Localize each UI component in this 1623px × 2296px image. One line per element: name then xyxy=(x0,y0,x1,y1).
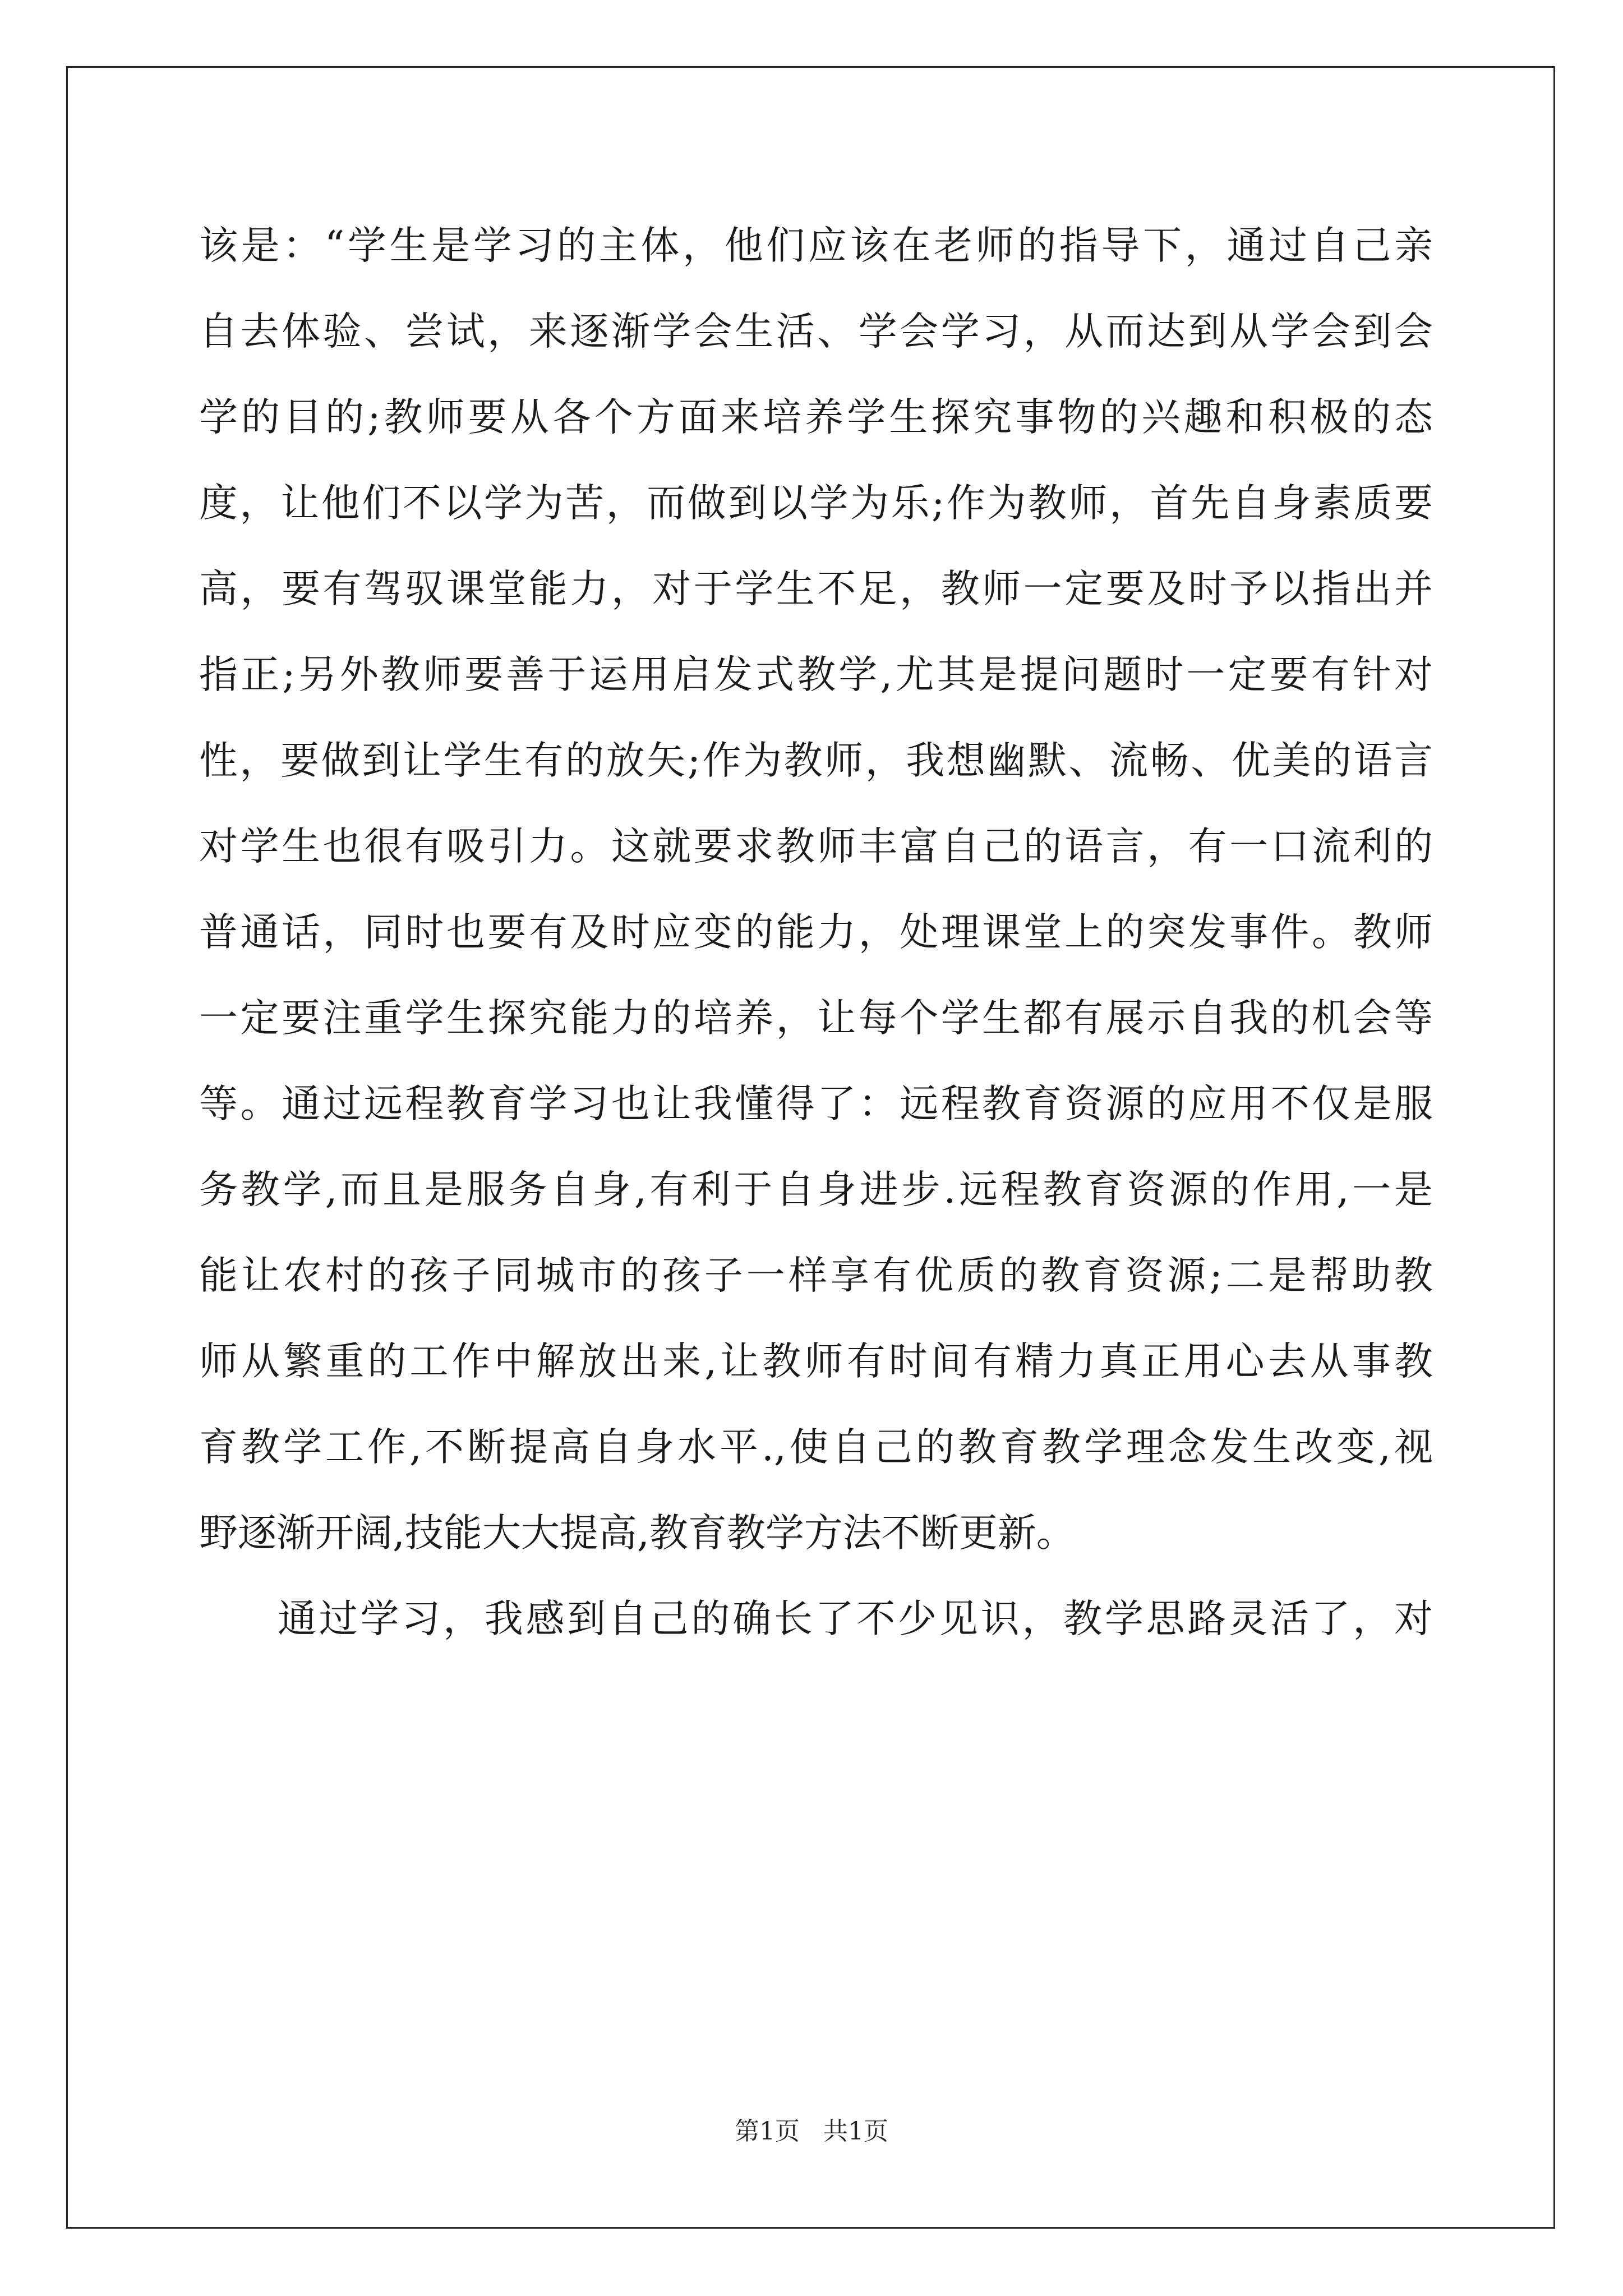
text-line: 育教学工作,不断提高自身水平.,使自己的教育教学理念发生改变,视 xyxy=(199,1425,1433,1470)
text-line: 性，要做到让学生有的放矢;作为教师，我想幽默、流畅、优美的语言 xyxy=(199,738,1433,783)
text-line: 自去体验、尝试，来逐渐学会生活、学会学习，从而达到从学会到会 xyxy=(199,309,1433,354)
text-line: 等。通过远程教育学习也让我懂得了：远程教育资源的应用不仅是服 xyxy=(199,1082,1433,1126)
text-line: 野逐渐开阔,技能大大提高,教育教学方法不断更新。 xyxy=(199,1511,1075,1556)
text-line: 能让农村的孩子同城市的孩子一样享有优质的教育资源;二是帮助教 xyxy=(199,1253,1433,1298)
text-line: 高，要有驾驭课堂能力，对于学生不足，教师一定要及时予以指出并 xyxy=(199,567,1433,611)
text-line: 师从繁重的工作中解放出来,让教师有时间有精力真正用心去从事教 xyxy=(199,1339,1433,1384)
text-line: 务教学,而且是服务自身,有利于自身进步.远程教育资源的作用,一是 xyxy=(199,1167,1433,1212)
text-line: 指正;另外教师要善于运用启发式教学,尤其是提问题时一定要有针对 xyxy=(199,652,1433,697)
text-line: 度，让他们不以学为苦，而做到以学为乐;作为教师，首先自身素质要 xyxy=(199,481,1433,526)
text-line: 对学生也很有吸引力。这就要求教师丰富自己的语言，有一口流利的 xyxy=(199,824,1433,869)
text-line: 学的目的;教师要从各个方面来培养学生探究事物的兴趣和积极的态 xyxy=(199,395,1433,440)
text-line: 普通话，同时也要有及时应变的能力，处理课堂上的突发事件。教师 xyxy=(199,910,1433,955)
text-line: 一定要注重学生探究能力的培养，让每个学生都有展示自我的机会等 xyxy=(199,996,1433,1041)
page-number-footer: 第1页 共1页 xyxy=(735,2117,888,2146)
text-line: 该是：“学生是学习的主体，他们应该在老师的指导下，通过自己亲 xyxy=(199,223,1433,268)
paragraph-start-line: 通过学习，我感到自己的确长了不少见识，教学思路灵活了，对 xyxy=(278,1596,1433,1641)
